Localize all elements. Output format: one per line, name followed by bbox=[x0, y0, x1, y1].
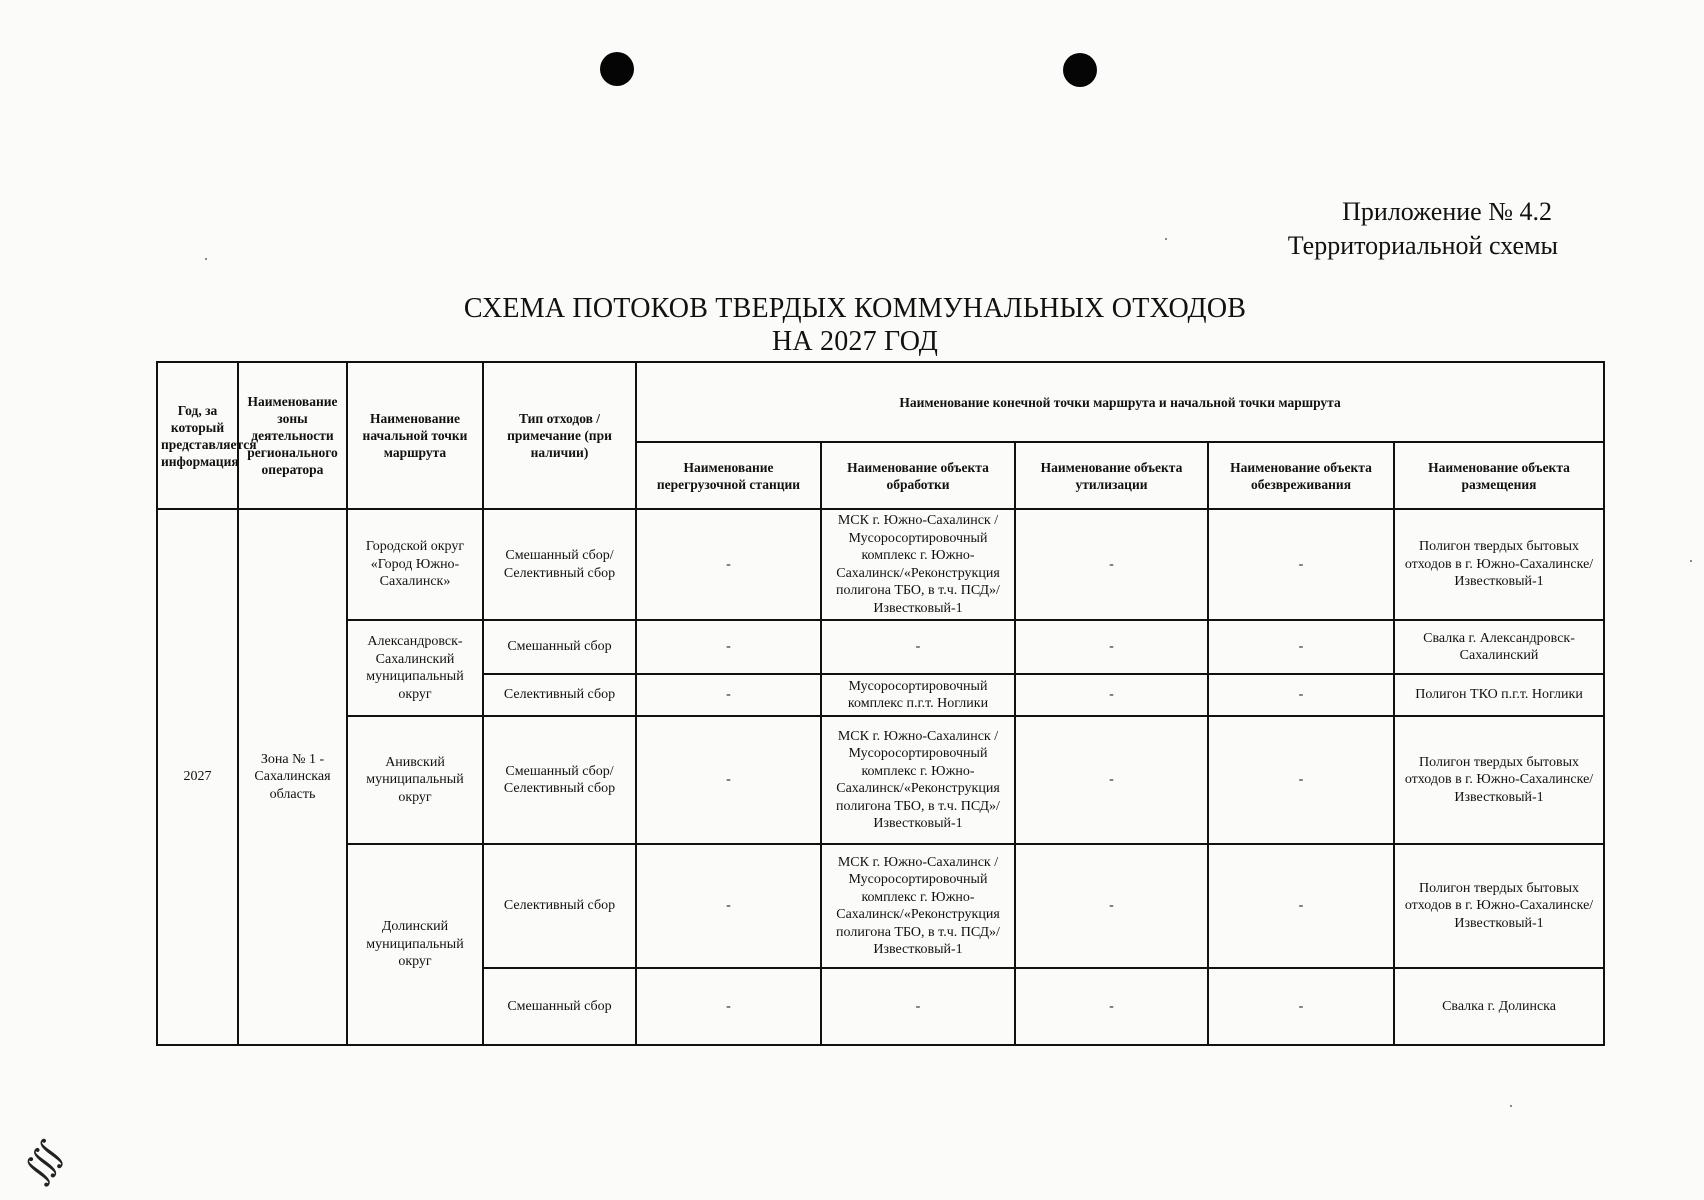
header-transfer-station: Наименование перегрузочной станции bbox=[636, 442, 821, 509]
header-route-group: Наименование конечной точки маршрута и начальной точки маршрута bbox=[636, 362, 1604, 442]
neutralization-cell: - bbox=[1208, 509, 1394, 620]
start-point-cell: Александровск-Сахалинский муниципальный округ bbox=[347, 620, 483, 716]
waste-type-cell: Смешанный сбор/ Селективный сбор bbox=[483, 716, 636, 844]
processing-cell: - bbox=[821, 968, 1015, 1045]
neutralization-cell: - bbox=[1208, 674, 1394, 716]
transfer-cell: - bbox=[636, 674, 821, 716]
scan-speck bbox=[205, 258, 207, 260]
utilization-cell: - bbox=[1015, 674, 1208, 716]
scan-speck bbox=[1510, 1105, 1512, 1107]
table-row bbox=[157, 716, 1604, 844]
header-utilization: Наименование объекта утилизации bbox=[1015, 442, 1208, 509]
title-line-2: НА 2027 ГОД bbox=[771, 326, 939, 357]
table-row bbox=[157, 509, 1604, 620]
utilization-cell: - bbox=[1015, 509, 1208, 620]
appendix-note bbox=[1288, 195, 1558, 263]
punch-hole-left bbox=[600, 52, 634, 86]
placement-cell: Полигон твердых бытовых отходов в г. Южно-Сахалинске/Известковый-1 bbox=[1394, 844, 1604, 968]
punch-hole-right bbox=[1063, 53, 1097, 87]
neutralization-cell: - bbox=[1208, 968, 1394, 1045]
start-point-cell: Долинский муниципальный округ bbox=[347, 844, 483, 1045]
appendix-scheme: Территориальной схемы bbox=[1287, 231, 1558, 260]
title-line-1: СХЕМА ПОТОКОВ ТВЕРДЫХ КОММУНАЛЬНЫХ ОТХОДОВ bbox=[463, 293, 1247, 324]
header-year: Год, за который представляется информация bbox=[157, 362, 238, 509]
waste-flow-table bbox=[156, 361, 1605, 1046]
start-point-cell: Городской округ «Город Южно-Сахалинск» bbox=[347, 509, 483, 620]
waste-type-cell: Селективный сбор bbox=[483, 674, 636, 716]
scan-speck bbox=[1165, 238, 1167, 240]
utilization-cell: - bbox=[1015, 716, 1208, 844]
utilization-cell: - bbox=[1015, 968, 1208, 1045]
utilization-cell: - bbox=[1015, 844, 1208, 968]
transfer-cell: - bbox=[636, 716, 821, 844]
appendix-number: Приложение № 4.2 bbox=[1342, 197, 1552, 226]
waste-type-cell: Селективный сбор bbox=[483, 844, 636, 968]
header-zone: Наименование зоны деятельности регионального оператора bbox=[238, 362, 347, 509]
waste-type-cell: Смешанный сбор bbox=[483, 968, 636, 1045]
year-cell: 2027 bbox=[157, 509, 238, 1045]
neutralization-cell: - bbox=[1208, 716, 1394, 844]
waste-type-cell: Смешанный сбор/ Селективный сбор bbox=[483, 509, 636, 620]
document-title bbox=[300, 292, 1410, 358]
scan-speck bbox=[1690, 560, 1692, 562]
placement-cell: Полигон твердых бытовых отходов в г. Южно-Сахалинске/Известковый-1 bbox=[1394, 509, 1604, 620]
processing-cell: МСК г. Южно-Сахалинск / Мусоросортировочный комплекс г. Южно-Сахалинск/«Реконструкция полигона ТБО, в т.ч. ПСД»/Известковый-1 bbox=[821, 716, 1015, 844]
header-neutralization: Наименование объекта обезвреживания bbox=[1208, 442, 1394, 509]
transfer-cell: - bbox=[636, 620, 821, 674]
processing-cell: Мусоросортировочный комплекс п.г.т. Ноглики bbox=[821, 674, 1015, 716]
waste-type-cell: Смешанный сбор bbox=[483, 620, 636, 674]
utilization-cell: - bbox=[1015, 620, 1208, 674]
processing-cell: МСК г. Южно-Сахалинск / Мусоросортировочный комплекс г. Южно-Сахалинск/«Реконструкция полигона ТБО, в т.ч. ПСД»/Известковый-1 bbox=[821, 509, 1015, 620]
handwritten-mark: ∭ bbox=[17, 1135, 72, 1190]
processing-cell: МСК г. Южно-Сахалинск / Мусоросортировочный комплекс г. Южно-Сахалинск/«Реконструкция полигона ТБО, в т.ч. ПСД»/Известковый-1 bbox=[821, 844, 1015, 968]
table-row bbox=[157, 844, 1604, 968]
placement-cell: Свалка г. Долинска bbox=[1394, 968, 1604, 1045]
processing-cell: - bbox=[821, 620, 1015, 674]
header-waste-type: Тип отходов / примечание (при наличии) bbox=[483, 362, 636, 509]
placement-cell: Полигон твердых бытовых отходов в г. Южно-Сахалинске/Известковый-1 bbox=[1394, 716, 1604, 844]
start-point-cell: Анивский муниципальный округ bbox=[347, 716, 483, 844]
neutralization-cell: - bbox=[1208, 844, 1394, 968]
transfer-cell: - bbox=[636, 844, 821, 968]
header-placement: Наименование объекта размещения bbox=[1394, 442, 1604, 509]
transfer-cell: - bbox=[636, 509, 821, 620]
header-processing: Наименование объекта обработки bbox=[821, 442, 1015, 509]
table-row bbox=[157, 620, 1604, 674]
zone-cell: Зона № 1 - Сахалинская область bbox=[238, 509, 347, 1045]
placement-cell: Полигон ТКО п.г.т. Ноглики bbox=[1394, 674, 1604, 716]
transfer-cell: - bbox=[636, 968, 821, 1045]
header-start-point: Наименование начальной точки маршрута bbox=[347, 362, 483, 509]
placement-cell: Свалка г. Александровск-Сахалинский bbox=[1394, 620, 1604, 674]
neutralization-cell: - bbox=[1208, 620, 1394, 674]
